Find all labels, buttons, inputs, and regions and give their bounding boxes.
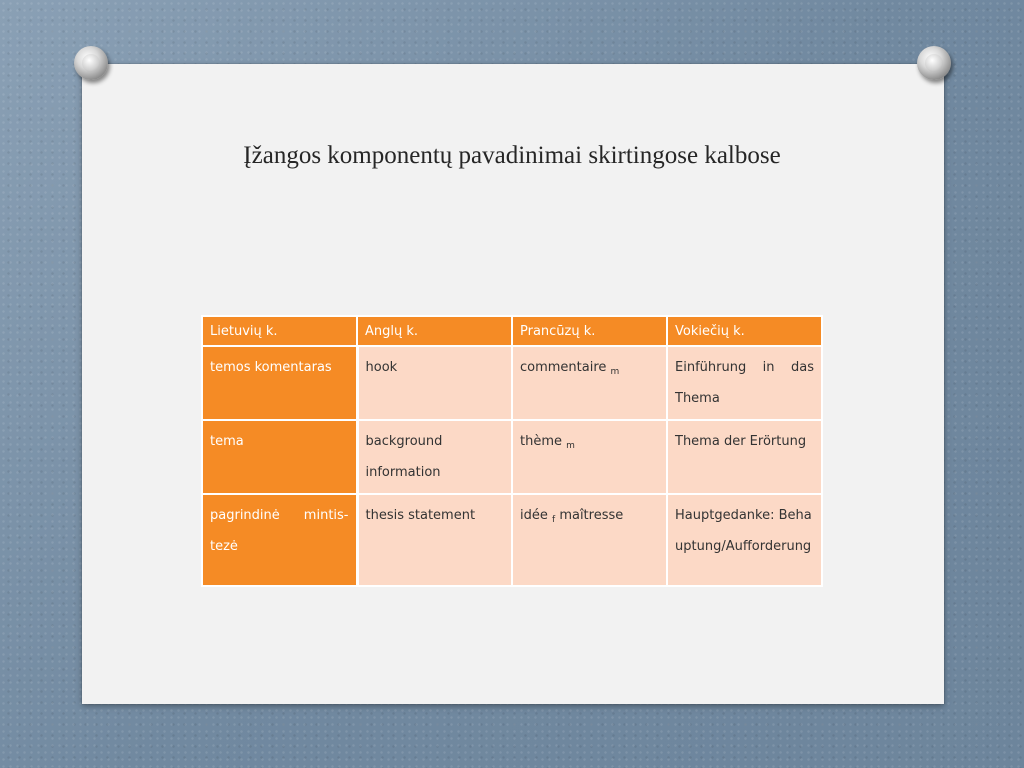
- cell-french: [512, 346, 667, 420]
- table-header-row: [202, 316, 822, 346]
- cell-lithuanian: tema: [202, 420, 357, 494]
- french-term: commentaire: [520, 360, 607, 375]
- cell-german: Hauptgedanke: Behauptung/Aufforderung: [667, 494, 822, 586]
- cell-lithuanian: pagrindinė mintis-tezė: [202, 494, 357, 586]
- cell-french: [512, 494, 667, 586]
- cell-german: Thema der Erörtung: [667, 420, 822, 494]
- french-term-rest: maîtresse: [555, 508, 624, 523]
- table-row: [202, 494, 822, 586]
- french-term: thème: [520, 434, 562, 449]
- table-row: [202, 346, 822, 420]
- pushpin-icon: [74, 46, 108, 80]
- gender-marker: m: [566, 441, 575, 451]
- cell-french: [512, 420, 667, 494]
- column-header-lithuanian: Lietuvių k.: [202, 316, 357, 346]
- cell-lithuanian: temos komentaras: [202, 346, 357, 420]
- cell-german: Einführung in das Thema: [667, 346, 822, 420]
- cell-english: background information: [357, 420, 512, 494]
- column-header-french: Prancūzų k.: [512, 316, 667, 346]
- column-header-english: Anglų k.: [357, 316, 512, 346]
- table-row: [202, 420, 822, 494]
- terms-table: [201, 315, 823, 587]
- column-header-german: Vokiečių k.: [667, 316, 822, 346]
- gender-marker: m: [610, 367, 620, 377]
- pushpin-icon: [917, 46, 951, 80]
- cell-english: thesis statement: [357, 494, 512, 586]
- cell-english: hook: [357, 346, 512, 420]
- french-term: idée: [520, 508, 548, 523]
- gender-marker: f: [552, 515, 556, 525]
- slide-title: Įžangos komponentų pavadinimai skirtingose kalbose: [243, 142, 781, 169]
